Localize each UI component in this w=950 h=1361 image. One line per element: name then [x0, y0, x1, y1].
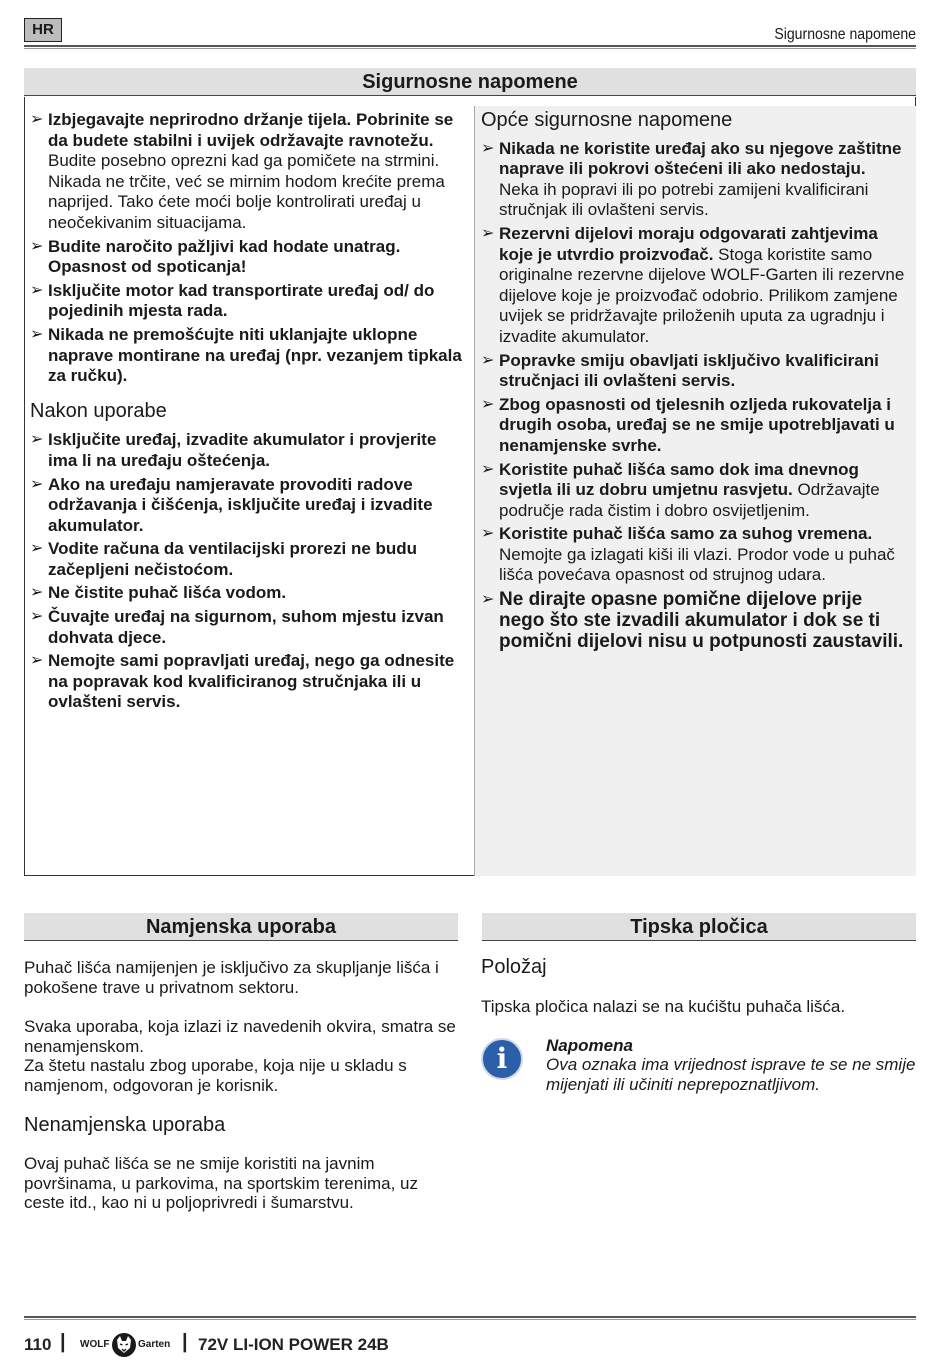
list-item-bold-text: Ne čistite puhač lišća vodom. [48, 583, 287, 603]
language-badge: HR [24, 18, 62, 42]
list-item [30, 607, 462, 648]
footer-separator: | [60, 1331, 66, 1353]
intended-use-title: Namjenska uporaba [24, 913, 458, 941]
arrow-bullet-icon: ➢ [30, 431, 44, 449]
logo-wolf-text: WOLF [80, 1339, 110, 1350]
list-item [481, 395, 909, 457]
list-item-bold-text: Koristite puhač lišća samo za suhog vremena. [499, 524, 873, 544]
list-item [30, 475, 462, 537]
list-item [30, 237, 462, 278]
list-item [481, 139, 909, 221]
model-name: 72V LI-ION POWER 24B [198, 1335, 389, 1354]
footer-rule [24, 1316, 916, 1318]
arrow-bullet-icon: ➢ [481, 224, 495, 242]
position-paragraph: Tipska pločica nalazi se na kućištu puhača lišća. [481, 997, 846, 1016]
list-item [30, 651, 462, 713]
arrow-bullet-icon: ➢ [30, 584, 44, 602]
page-number: 110 [24, 1335, 52, 1354]
intended-use-liability-paragraph: Za štetu nastalu zbog uporabe, koja nije u skladu s namjenom, odgovoran je korisnik. [24, 1056, 407, 1095]
info-icon: i [481, 1038, 523, 1080]
list-item [30, 110, 462, 234]
moving-parts-warning [481, 589, 909, 652]
list-item [481, 524, 909, 586]
list-item-bold-text: Čuvajte uređaj na sigurnom, suhom mjestu izvan dohvata djece. [48, 607, 444, 647]
safety-left-column [30, 110, 462, 716]
list-item-bold-text: Vodite računa da ventilacijski prorezi ne budu začepljeni nečistoćom. [48, 539, 418, 579]
arrow-bullet-icon: ➢ [30, 475, 44, 493]
moving-parts-warning-text: Ne dirajte opasne pomične dijelove prije nego što ste izvadili akumulator i dok se ti pomični dijelovi nisu u potpunosti zaustavili. [499, 589, 904, 653]
running-head: Sigurnosne napomene [774, 26, 916, 43]
after-use-list [30, 430, 462, 713]
list-item-bold-text: Nemojte sami popravljati uređaj, nego ga odnesite na popravak kod kvalificiranog stručnjaka ili u ovlašteni servis. [48, 651, 455, 712]
footer-separator-2: | [182, 1331, 188, 1353]
list-item-bold-text: Nikada ne koristite uređaj ako su njegove zaštitne naprave ili pokrovi oštećeni ili ako nedostaju. [499, 138, 902, 179]
list-item-bold-text: Izbjegavajte neprirodno držanje tijela. Pobrinite se da budete stabilni i uvijek održavajte ravnotežu. [48, 110, 454, 150]
logo-garten-text: Garten [138, 1339, 171, 1350]
intended-use-scope-paragraph: Svaka uporaba, koja izlazi iz navedenih okvira, smatra se nenamjenskom. [24, 1017, 456, 1056]
wolf-head-icon [111, 1332, 137, 1358]
type-plate-title: Tipska pločica [482, 913, 916, 941]
note-text: Ova oznaka ima vrijednost isprave te se ne smije mijenjati ili učiniti neprepoznatljivom. [546, 1055, 916, 1094]
wolf-garten-logo [80, 1332, 176, 1356]
note-title: Napomena [546, 1036, 633, 1055]
list-item [30, 325, 462, 387]
list-item-bold-text: Isključite uređaj, izvadite akumulator i provjerite ima li na uređaju oštećenja. [48, 430, 437, 470]
general-safety-list [481, 139, 909, 586]
safety-left-list [30, 110, 462, 387]
list-item [30, 430, 462, 471]
intended-use-paragraph: Puhač lišća namijenjen je isključivo za skupljanje lišća i pokošene trave u privatnom sektoru. [24, 958, 439, 997]
list-item [481, 351, 909, 392]
list-item-text: Nemojte ga izlagati kiši ili vlazi. Prodor vode u puhač lišća povećava opasnost od strujnog udara. [499, 544, 895, 585]
list-item-text: Stoga koristite samo originalne rezervne dijelove WOLF-Garten ili rezervne dijelove koje je proizvođač odobrio. Prilikom zamjene uvijek se pridržavajte priloženih uputa za ugradnju i izvadite akumulator. [499, 244, 905, 346]
arrow-bullet-icon: ➢ [30, 281, 44, 299]
arrow-bullet-icon: ➢ [481, 351, 495, 369]
misuse-paragraph: Ovaj puhač lišća se ne smije koristiti na javnim površinama, u parkovima, na sportskim terenima, uz ceste itd., kao ni u poljoprivredi i šumarstvu. [24, 1154, 418, 1212]
list-item-bold-text: Budite naročito pažljivi kad hodate unatrag. Opasnost od spoticanja! [48, 236, 401, 277]
list-item-bold-text: Popravke smiju obavljati isključivo kvalificirani stručnjaci ili ovlašteni servis. [499, 350, 879, 391]
footer-rule-thin [24, 1319, 916, 1320]
list-item-text: Neka ih popravi ili po potrebi zamijeni kvalificirani stručnjak ili ovlašteni servis. [499, 179, 869, 220]
list-item [481, 460, 909, 522]
list-item [30, 539, 462, 580]
general-safety-heading: Opće sigurnosne napomene [481, 109, 733, 131]
arrow-bullet-icon: ➢ [481, 591, 495, 609]
arrow-bullet-icon: ➢ [481, 525, 495, 543]
list-item-bold-text: Koristite puhač lišća samo dok ima dnevnog svjetla ili uz dobru umjetnu rasvjetu. [499, 459, 859, 500]
list-item [30, 281, 462, 322]
arrow-bullet-icon: ➢ [30, 111, 44, 128]
arrow-bullet-icon: ➢ [30, 608, 44, 626]
header-rule [24, 45, 916, 47]
after-use-heading: Nakon uporabe [30, 399, 167, 422]
list-item [481, 224, 909, 348]
arrow-bullet-icon: ➢ [30, 237, 44, 255]
list-item-bold-text: Isključite motor kad transportirate uređaj od/ do pojedinih mjesta rada. [48, 280, 435, 321]
safety-section-title: Sigurnosne napomene [24, 68, 916, 96]
arrow-bullet-icon: ➢ [481, 139, 495, 157]
arrow-bullet-icon: ➢ [481, 460, 495, 478]
list-item-bold-text: Nikada ne premošćujte niti uklanjajte uklopne naprave montirane na uređaj (npr. vezanjem tipkala za ručku). [48, 324, 462, 386]
arrow-bullet-icon: ➢ [30, 540, 44, 558]
arrow-bullet-icon: ➢ [30, 325, 44, 343]
list-item [30, 583, 462, 604]
misuse-heading: Nenamjenska uporaba [24, 1114, 226, 1136]
safety-right-column [481, 110, 909, 655]
arrow-bullet-icon: ➢ [481, 395, 495, 413]
position-heading: Položaj [481, 956, 547, 978]
list-item-bold-text: Rezervni dijelovi moraju odgovarati zahtjevima koje je utvrdio proizvođač. [499, 223, 878, 264]
list-item-bold-text: Zbog opasnosti od tjelesnih ozljeda rukovatelja i drugih osoba, uređaj se ne smije upotrebljavati u nenamjenske svrhe. [499, 394, 895, 455]
list-item-text: Budite posebno oprezni kad ga pomičete na strmini. Nikada ne trčite, već se mirnim hodom krećite prema naprijed. Tako ćete moći bolje kontrolirati uređaj u neočekivanim situacijama. [48, 151, 445, 232]
arrow-bullet-icon: ➢ [30, 652, 44, 670]
list-item-text: Održavajte područje rada čistim i dobro osvijetljenim. [499, 480, 880, 520]
list-item-bold-text: Ako na uređaju namjeravate provoditi radove održavanja i čišćenja, isključite uređaj i izvadite akumulator. [48, 474, 433, 535]
header-rule-thin [24, 48, 916, 49]
